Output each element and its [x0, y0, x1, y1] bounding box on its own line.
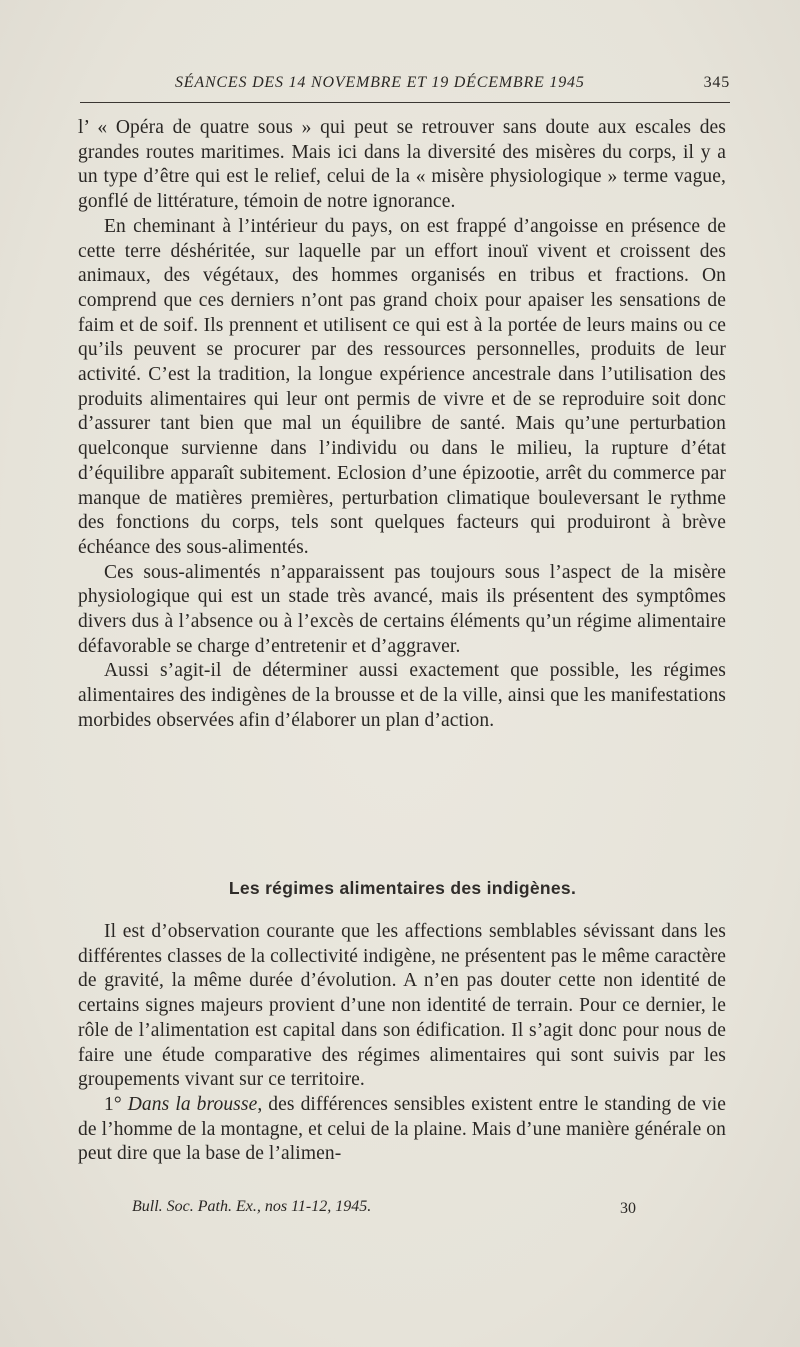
paragraph: En cheminant à l’intérieur du pays, on est frappé d’angoisse en présence de cette terre déshéritée, sur laquelle par un effort inouï vivent et croissent des animaux, des végétaux, des hommes organisés en tribus et fractions. On comprend que ces derniers n’ont pas grand choix pour apaiser les sensations de faim et de soif. Ils prennent et utilisent ce qui est à la portée de leurs mains ou ce qu’ils peuvent se procurer par des ressources personnelles, produits de leur activité. C’est la tradition, la longue expérience ancestrale dans l’utilisation des produits alimentaires qui leur ont permis de vivre et de se reproduire soit donc d’assurer tant bien que mal un équilibre de santé. Mais qu’une perturbation quelconque survienne dans l’individu ou dans le milieu, la rupture d’état d’équilibre apparaît subitement. Eclosion d’une épizootie, arrêt du commerce par manque de matières premières, perturbation climatique bouleversant le rythme des fonctions du corps, tels sont quelques facteurs qui produiront à brève échéance des sous-alimentés.: [78, 215, 726, 558]
page-number: 345: [703, 74, 730, 91]
journal-citation: Bull. Soc. Path. Ex., nos 11-12, 1945.: [132, 1198, 372, 1215]
signature-mark: 30: [620, 1200, 636, 1217]
running-title: SÉANCES DES 14 NOVEMBRE ET 19 DÉCEMBRE 1945: [175, 74, 585, 91]
paragraph: Ces sous-alimentés n’apparaissent pas toujours sous l’aspect de la misère physiologique qui est un stade très avancé, mais ils présentent des symptômes divers dus à l’absence ou à l’excès de certains éléments qu’un régime alimentaire défavorable se charge d’entretenir et d’aggraver.: [78, 561, 726, 657]
header-rule: [80, 102, 730, 103]
running-header: [80, 74, 730, 100]
paragraph-brousse: [78, 1093, 726, 1167]
section-heading: Les régimes alimentaires des indigènes.: [228, 878, 577, 898]
paragraph-italic: Dans la brousse: [127, 1093, 258, 1115]
paragraph: Aussi s’agit-il de déterminer aussi exactement que possible, les régimes alimentaires des indigènes de la brousse et de la ville, ainsi que les manifestations morbides observées afin d’élaborer un plan d’action.: [78, 660, 726, 731]
paragraph-rest: , des différences sensibles existent entre le standing de vie de l’homme de la montagne, et celui de la plaine. Mais d’une manière générale on peut dire que la base de l’alimen-: [78, 1093, 726, 1165]
section-body-text: [78, 920, 726, 1167]
body-text: [78, 116, 726, 734]
paragraph: l’ « Opéra de quatre sous » qui peut se retrouver sans doute aux escales des grandes routes maritimes. Mais ici dans la diversité des misères du corps, il y a un type d’être qui est le relief, celui de la « misère physiologique » terme vague, gonflé de littérature, témoin de notre ignorance.: [78, 117, 726, 213]
paragraph: Il est d’observation courante que les affections semblables sévissant dans les différentes classes de la collectivité indigène, ne présentent pas le même caractère de gravité, la même durée d’évolution. A n’en pas douter cette non identité de certains signes majeurs provient d’une non identité de terrain. Pour ce dernier, le rôle de l’alimentation est capital dans son édification. Il s’agit donc pour nous de faire une étude comparative des régimes alimentaires qui sont suivis par les groupements vivant sur ce territoire.: [78, 921, 726, 1091]
page-footer: [132, 1198, 722, 1220]
paragraph-lead: 1°: [104, 1093, 128, 1115]
